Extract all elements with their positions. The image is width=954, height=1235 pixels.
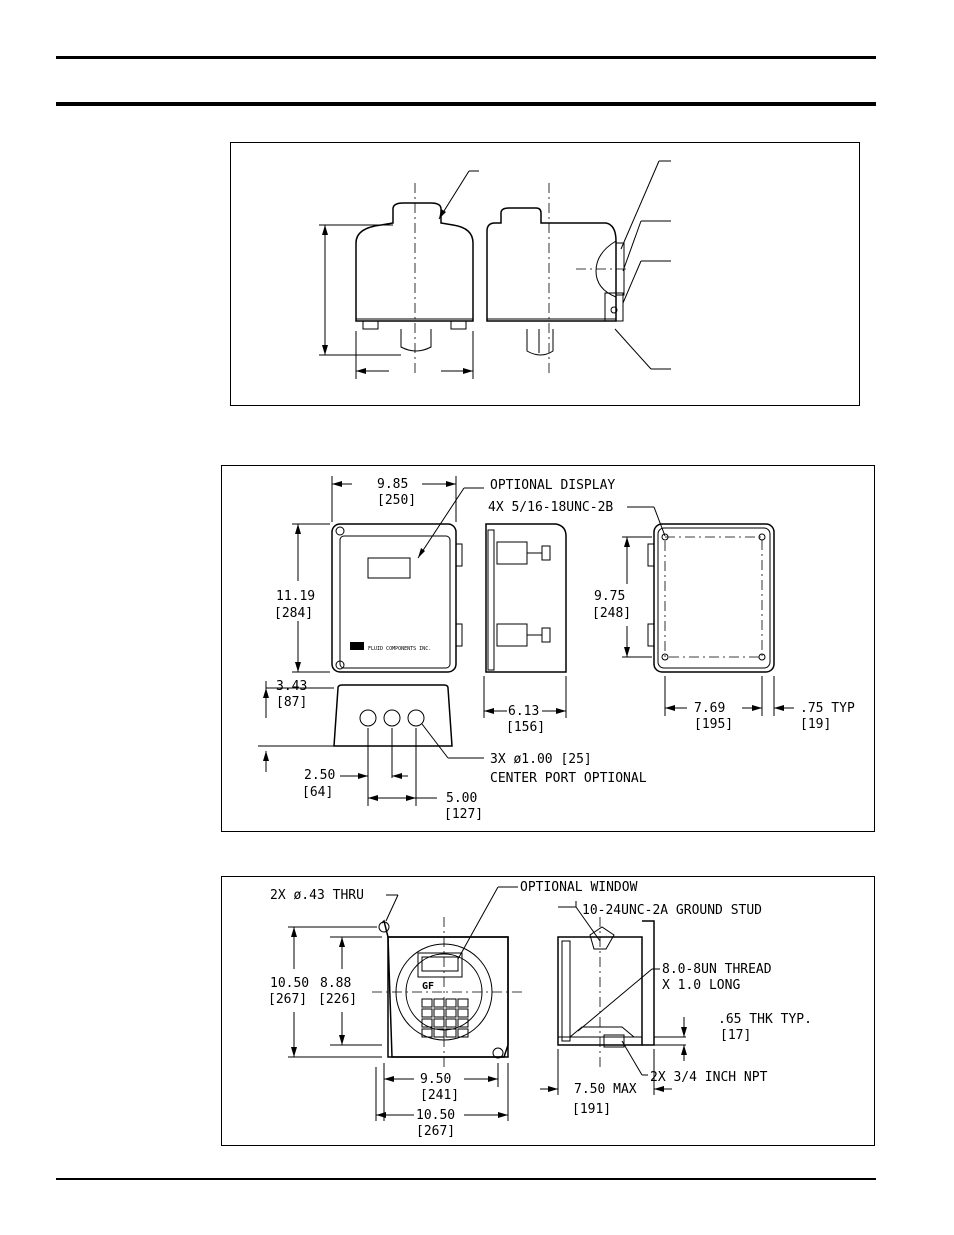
svg-text:GF: GF — [422, 981, 435, 992]
depth-mm: [156] — [506, 720, 546, 735]
bottom-view-2 — [334, 685, 452, 746]
enclosure-drawing-1 — [231, 143, 861, 407]
port-span-inches: 5.00 — [446, 791, 478, 806]
mount-width-mm: [195] — [694, 717, 734, 732]
drawing-panel-1 — [230, 142, 860, 406]
width-mm: [267] — [416, 1124, 456, 1139]
mount-width-inches: 7.69 — [694, 701, 726, 716]
width-inches: 9.85 — [377, 477, 409, 492]
front-view-3 — [372, 917, 522, 1067]
ports-label: 3X ø1.00 [25] — [490, 752, 592, 767]
inner-height-mm: [226] — [318, 992, 358, 1007]
thread-label: 8.0-8UN THREAD — [662, 962, 772, 977]
width-mm: [250] — [377, 493, 417, 508]
mount-height-inches: 9.75 — [594, 589, 626, 604]
width-inches: 10.50 — [416, 1108, 456, 1123]
depth-inches: 6.13 — [508, 704, 540, 719]
port-span-mm: [127] — [444, 807, 484, 822]
bottom-height-mm: [87] — [276, 695, 308, 710]
port-spacing-mm: [64] — [302, 785, 334, 800]
optional-window-label: OPTIONAL WINDOW — [520, 880, 638, 895]
optional-display-label: OPTIONAL DISPLAY — [490, 478, 616, 493]
ports-note: CENTER PORT OPTIONAL — [490, 771, 647, 786]
ground-stud-label: 10-24UNC-2A GROUND STUD — [582, 903, 763, 918]
height-inches: 10.50 — [270, 976, 310, 991]
typ-inches: .75 TYP — [800, 701, 855, 716]
enclosure-drawing-2 — [222, 466, 876, 833]
height-inches: 11.19 — [276, 589, 316, 604]
port-spacing-inches: 2.50 — [304, 768, 336, 783]
dimensions-1 — [319, 161, 671, 379]
drawing-panel-2 — [221, 465, 875, 832]
keypad — [422, 999, 468, 1037]
front-view-2 — [332, 524, 462, 672]
header-rule-top — [56, 56, 876, 59]
height-mm: [267] — [268, 992, 308, 1007]
side-view-2 — [486, 524, 566, 672]
inner-width-inches: 9.50 — [420, 1072, 452, 1087]
back-view-2 — [648, 524, 774, 672]
front-view-1 — [356, 183, 473, 373]
drawing-panel-3 — [221, 876, 875, 1146]
side-view-1 — [487, 183, 626, 373]
thread-length-label: X 1.0 LONG — [662, 978, 741, 993]
depth-label: 7.50 MAX — [574, 1082, 637, 1097]
thickness-label: .65 THK TYP. — [718, 1012, 812, 1027]
svg-text:FLUID COMPONENTS INC.: FLUID COMPONENTS INC. — [368, 646, 432, 652]
header-rule-bottom — [56, 102, 876, 106]
height-mm: [284] — [274, 606, 314, 621]
depth-mm: [191] — [572, 1102, 612, 1117]
mount-height-mm: [248] — [592, 606, 632, 621]
thickness-mm: [17] — [720, 1028, 752, 1043]
bottom-height-inches: 3.43 — [276, 679, 308, 694]
side-view-3 — [558, 917, 654, 1067]
npt-label: 2X 3/4 INCH NPT — [650, 1070, 768, 1085]
thru-holes-label: 2X ø.43 THRU — [270, 888, 364, 903]
bolt-spec-label: 4X 5/16-18UNC-2B — [488, 500, 614, 515]
inner-height-inches: 8.88 — [320, 976, 352, 991]
typ-mm: [19] — [800, 717, 832, 732]
footer-rule — [56, 1178, 876, 1180]
inner-width-mm: [241] — [420, 1088, 460, 1103]
enclosure-drawing-3 — [222, 877, 876, 1147]
